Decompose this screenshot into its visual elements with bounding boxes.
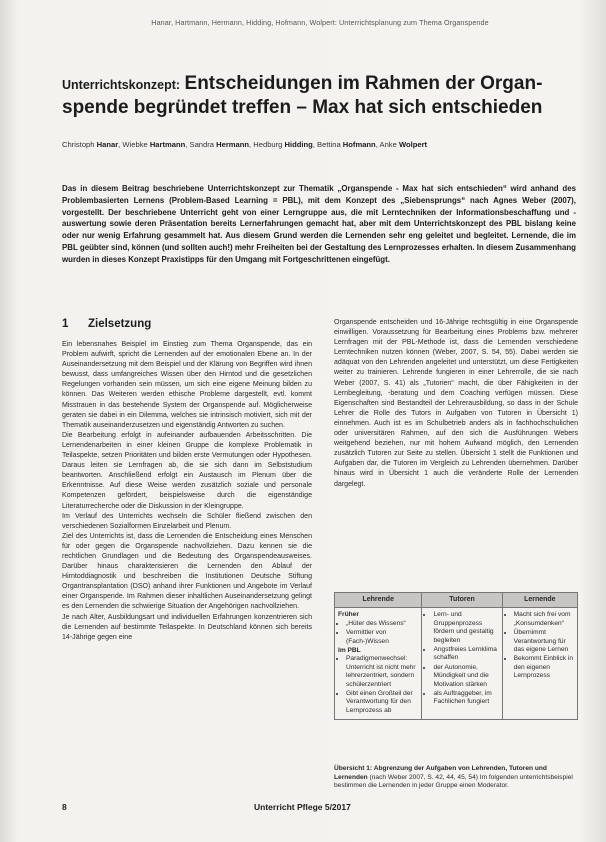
paragraph: Organspende entscheiden und 16-Jährige rechtsgültig in eine Organspende einwilligen. Voraussetzung für Bearbeitung eines Problems bzw. mehrerer Lernfragen mit der PBL-Methode ist, dass die Lernenden verschiedene Lerntechniken nutzen können (Weber, 2007, S. 54, 55). Dabei werden sie adäquat von den Lehrenden angeleitet und unterstützt, um diese Fertigkeiten weiter zu trainieren. Lehrende fungieren in einer Lehrerrolle, die sie nach Weber (2007, S. 41) als „Tutorien“ macht, die über Fähigkeiten in der Lernbegleitung, -beratung und dem Coaching verfügen müssen. Diese Eigenschaften sind Bestandteil der Lehrerausbildung, so dass in der Schule Lehrer die Rolle des Tutors in Aufgaben von Tutoren in Übersicht 1) einnehmen. Auch ist es im Schulbetrieb anders als in fachhochschulichen oder universitären Rahmen, auf den sich die Ausführungen Webers weitgehend beziehen, nur mit hohem Aufwand möglich, den Lernenden zusätzlich Tutoren zur Seite zu stellen. Übersicht 1 stellt die Funktionen und Aufgaben dar, die Tutoren im Vergleich zu Lehrenden übernehmen. Darüber hinaus wird in Übersicht 1 auch die veränderte Rolle der Lernenden dargelegt.: [334, 319, 578, 488]
page-number: 8: [62, 802, 67, 812]
paragraph: Im Verlauf des Unterrichts wechseln die Schüler fließend zwischen den verschiedenen Sozialformen Einzelarbeit und Plenum.: [62, 512, 312, 530]
journal-name: Unterricht Pflege 5/2017: [254, 802, 351, 812]
table-cell-tutoren: [422, 608, 502, 720]
table-header: Lernende: [502, 593, 577, 608]
section-number: 1: [62, 318, 69, 330]
list-item: • Vermittler von (Fach-)Wissen: [346, 629, 418, 646]
list-item: • Lern- und Gruppenprozess fördern und gestaltig begleiten: [433, 611, 498, 645]
section-heading: [62, 318, 151, 330]
running-head: Hanar, Hartmann, Hermann, Hidding, Hofmann, Wolpert: Unterrichtsplanung zum Thema Organspende: [151, 18, 489, 27]
paragraph: Ein lebensnahes Beispiel im Einstieg zum Thema Organspende, das ein Problem aufwirft, spricht die Lernenden auf der emotionalen Ebene an. In der Auseinandersetzung mit dem Beispiel und der Klärung von Begriffen wird ihnen bewusst, dass umfangreiches Wissen über den Hirntod und die gesetzlichen Regelungen vorhanden sein müssen, um sich eine eigene Meinung bilden zu können. Das Weiteren werden ethische Probleme dargestellt, evtl. kommt Misstrauen in das bestehende System der Organspende auf. Möglicherweise geraten sie dabei in ein Dilemma, welches sie intrinsisch motiviert, sich mit der Thematik auseinanderzusetzen und eigenständig Antworten zu suchen.: [62, 341, 312, 429]
list-item: • Paradigmenwechsel: Unterricht ist nicht mehr lehrerzentriert, sondern schülerzentriert: [346, 655, 418, 689]
table-header: Lehrende: [335, 593, 422, 608]
paragraph: Die Bearbeitung erfolgt in aufeinander aufbauenden Arbeitsschritten. Die Lernendenarbeiten in einer kleinen Gruppe die komplexe Problematik in Teilaspekte, setzen Prioritäten und bilden erste Vermutungen oder Hypothesen. Daraus leiten sie Lernfragen ab, die sie sich dann im Selbststudium beantworten. Anschließend erfolgt ein Austausch im Plenum über die Erkenntnisse. Auf diese Weise werden zusätzlich soziale und personale Kompetenzen gefördert, beispielsweise durch die eigenständige Literaturrecherche oder die Diskussion in der Kleingruppe.: [62, 431, 312, 510]
author: Hedburg Hidding,: [253, 140, 318, 149]
roles-table: [334, 592, 578, 720]
title-line-1: Entscheidungen im Rahmen der Organ-: [184, 73, 543, 94]
author: Sandra Hermann,: [189, 140, 254, 149]
list-item: • der Autonomie, Mündigkeit und die Motivation stärken: [433, 664, 498, 689]
table-header: Tutoren: [422, 593, 502, 608]
list-item: • Bekommt Einblick in den eigenen Lernprozess: [514, 655, 574, 680]
left-column: [62, 340, 312, 643]
author: Wiebke Hartmann,: [122, 140, 190, 149]
paragraph: Ziel des Unterrichts ist, dass die Lernenden die Entscheidung eines Menschen für oder gegen die Organspende nachvollziehen. Dazu kennen sie die rechtlichen Grundlagen und die Bedeutung des Organspendeausweises. Darüber hinaus charakterisieren die Lernenden den Ablauf der Hirntoddiagnostik und beschreiben die Institutionen Deutsche Stiftung Organtransplantation (DSO) anhand ihrer Funktionen und Angebote im Verlauf einer Organspende. Im Rahmen dieser inhaltlichen Auseinandersetzung gelingt es den Lernenden die schwierige Situation der Angehörigen nachvollziehen.: [62, 532, 312, 611]
table-cell-lernende: [502, 608, 577, 720]
title-line-2: spende begründet treffen – Max hat sich entschieden: [62, 97, 543, 118]
paragraph: Je nach Alter, Ausbildungsart und individuellen Erfahrungen konzentrieren sich die Lernenden auf bestimmte Teilaspekte. In Deutschland können sich bereits 14-Jährige gegen eine: [62, 613, 312, 641]
table-subhead: Im PBL: [338, 647, 361, 655]
list-item: • als Auftraggeber, im Fachlichen fungiert: [433, 690, 498, 707]
author-list: [62, 140, 572, 149]
title-kicker: Unterrichtskonzept:: [62, 78, 181, 92]
author: Anke Wolpert: [379, 140, 428, 149]
author: Bettina Hofmann,: [317, 140, 380, 149]
table-caption: Übersicht 1: Abgrenzung der Aufgaben von Lehrenden, Tutoren und Lernenden (nach Weber 2007, S. 42, 44, 45, 54) Im folgenden unterrichtsbeispiel bestimmen die Lernenden in jeder Gruppe einen Moderator.: [334, 765, 573, 790]
list-item: • Übernimmt Verantwortung für das eigene Lernen: [514, 629, 574, 654]
table-subhead: Früher: [338, 611, 359, 619]
right-column: [334, 318, 578, 490]
table-cell-lehrende: [335, 608, 422, 720]
list-item: • Gibt einen Großteil der Verantwortung für den Lernprozess ab: [346, 690, 418, 715]
author: Christoph Hanar,: [62, 140, 123, 149]
list-item: • Angstfreies Lernklima schaffen: [433, 646, 498, 663]
list-item: • Macht sich frei vom „Konsumdenken“: [514, 611, 574, 628]
abstract: Das in diesem Beitrag beschriebene Unterrichtskonzept zur Thematik „Organspende - Max hat sich entschieden“ wird anhand des Problembasierten Lernens (Problem-Based Learning = PBL), mit dem Konzept des „Siebensprungs“ nach Agnes Weber (2007), vorgestellt. Der beschriebene Unterricht geht von einer Lerngruppe aus, die mit Lerntechniken der Informationsbeschaffung und -auswertung sowie deren Präsentation bereits Lernerfahrungen gemacht hat, aber mit dem Unterrichtskonzept des PBL bislang keine oder nur wenig Erfahrung gesammelt hat. Aus diesem Grund werden die Lernenden sehr eng geleitet und begleitet. Lernende, die im PBL geübter sind, können (und sollten auch!) mehr Freiheiten bei der Gestaltung des Lernprozesses erhalten. In diesem Zusammenhang wurden in dieses Konzept Praxistipps für den Umgang mit Fortgeschrittenen eingefügt.: [62, 184, 576, 264]
article-title: [62, 72, 572, 120]
list-item: • „Hüter des Wissens“: [346, 620, 418, 628]
section-title: Zielsetzung: [88, 318, 152, 330]
